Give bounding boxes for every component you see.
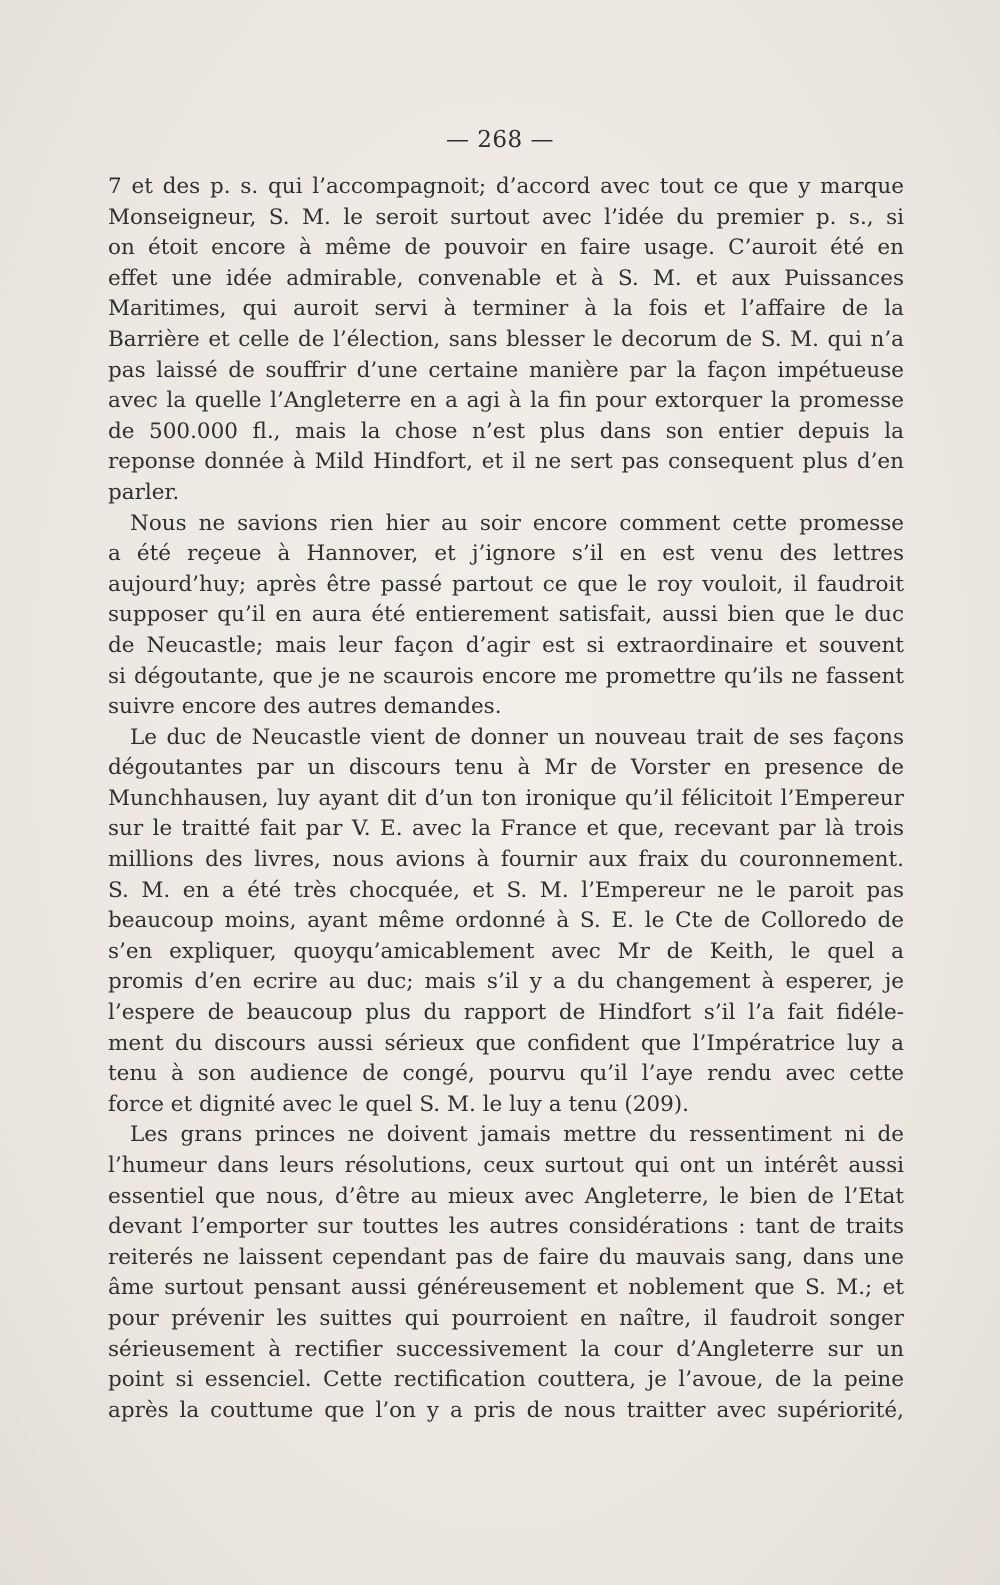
- text-line: supposer qu’il en aura été entierement satisfait, aussi bien que le duc: [108, 602, 904, 628]
- text-line: ment du discours aussi sérieux que confident que l’Impératrice luy a: [108, 1030, 904, 1056]
- text-line: Monseigneur, S. M. le seroit surtout avec l’idée du premier p. s., si: [108, 204, 904, 230]
- text-line: sur le traitté fait par V. E. avec la France et que, recevant par là trois: [108, 816, 904, 842]
- text-line: beaucoup moins, ayant même ordonné à S. E. le Cte de Colloredo de: [108, 908, 904, 934]
- body-text: [108, 172, 904, 1426]
- text-line: de 500.000 fl., mais la chose n’est plus dans son entier depuis la: [108, 418, 904, 444]
- text-line: millions des livres, nous avions à fournir aux fraix du couronnement.: [108, 847, 904, 873]
- text-line: si dégoutante, que je ne scaurois encore me promettre qu’ils ne fassent: [108, 663, 904, 689]
- text-line: 7 et des p. s. qui l’accompagnoit; d’accord avec tout ce que y marque: [108, 174, 904, 199]
- text-line: promis d’en ecrire au duc; mais s’il y a du changement à esperer, je: [108, 969, 904, 995]
- text-line: s’en expliquer, quoyqu’amicablement avec Mr de Keith, le quel a: [108, 938, 904, 964]
- text-line: Le duc de Neucastle vient de donner un nouveau trait de ses façons: [130, 724, 904, 750]
- text-line: après la couttume que l’on y a pris de nous traitter avec supériorité,: [108, 1397, 904, 1423]
- text-line: reiterés ne laissent cependant pas de faire du mauvais sang, dans une: [108, 1244, 904, 1270]
- text-line: l’humeur dans leurs résolutions, ceux surtout qui ont un intérêt aussi: [108, 1153, 904, 1178]
- text-line: pour prévenir les suittes qui pourroient en naître, il faudroit songer: [108, 1305, 904, 1331]
- text-line: avec la quelle l’Angleterre en a agi à la fin pour extorquer la promesse: [108, 388, 904, 414]
- text-line: suivre encore des autres demandes.: [108, 694, 502, 720]
- text-line: Les grans princes ne doivent jamais mettre du ressentiment ni de: [130, 1122, 904, 1148]
- text-line: Nous ne savions rien hier au soir encore comment cette promesse: [130, 510, 904, 536]
- text-line: Munchhausen, luy ayant dit d’un ton ironique qu’il félicitoit l’Empereur: [108, 785, 904, 811]
- text-line: essentiel que nous, d’être au mieux avec Angleterre, le bien de l’Etat: [108, 1183, 904, 1209]
- text-line: Maritimes, qui auroit servi à terminer à la fois et l’affaire de la: [108, 296, 904, 322]
- page-number: — 268 —: [445, 127, 555, 153]
- text-line: force et dignité avec le quel S. M. le luy a tenu (209).: [108, 1091, 689, 1117]
- text-line: a été reçeue à Hannover, et j’ignore s’il en est venu des lettres: [108, 541, 904, 567]
- text-line: reponse donnée à Mild Hindfort, et il ne sert pas consequent plus d’en: [108, 449, 904, 475]
- text-line: sérieusement à rectifier successivement la cour d’Angleterre sur un: [108, 1336, 904, 1362]
- text-line: on étoit encore à même de pouvoir en faire usage. C’auroit été en: [108, 235, 904, 261]
- text-line: pas laissé de souffrir d’une certaine manière par la façon impétueuse: [108, 357, 904, 383]
- text-line: l’espere de beaucoup plus du rapport de Hindfort s’il l’a fait fidéle-: [108, 1000, 904, 1026]
- text-line: tenu à son audience de congé, pourvu qu’il l’aye rendu avec cette: [108, 1061, 904, 1087]
- text-line: dégoutantes par un discours tenu à Mr de Vorster en presence de: [108, 755, 904, 781]
- text-line: devant l’emporter sur touttes les autres considérations : tant de traits: [108, 1214, 904, 1240]
- text-line: Barrière et celle de l’élection, sans blesser le decorum de S. M. qui n’a: [108, 326, 904, 352]
- text-line: aujourd’huy; après être passé partout ce que le roy vouloit, il faudroit: [108, 571, 904, 597]
- text-line: de Neucastle; mais leur façon d’agir est si extraordinaire et souvent: [108, 632, 904, 658]
- text-line: âme surtout pensant aussi généreusement et noblement que S. M.; et: [108, 1275, 904, 1301]
- text-line: parler.: [108, 479, 180, 505]
- text-line: point si essenciel. Cette rectification couttera, je l’avoue, de la peine: [108, 1367, 904, 1393]
- text-line: S. M. en a été très chocquée, et S. M. l’Empereur ne le paroit pas: [108, 877, 904, 903]
- text-line: effet une idée admirable, convenable et à S. M. et aux Puissances: [108, 265, 904, 291]
